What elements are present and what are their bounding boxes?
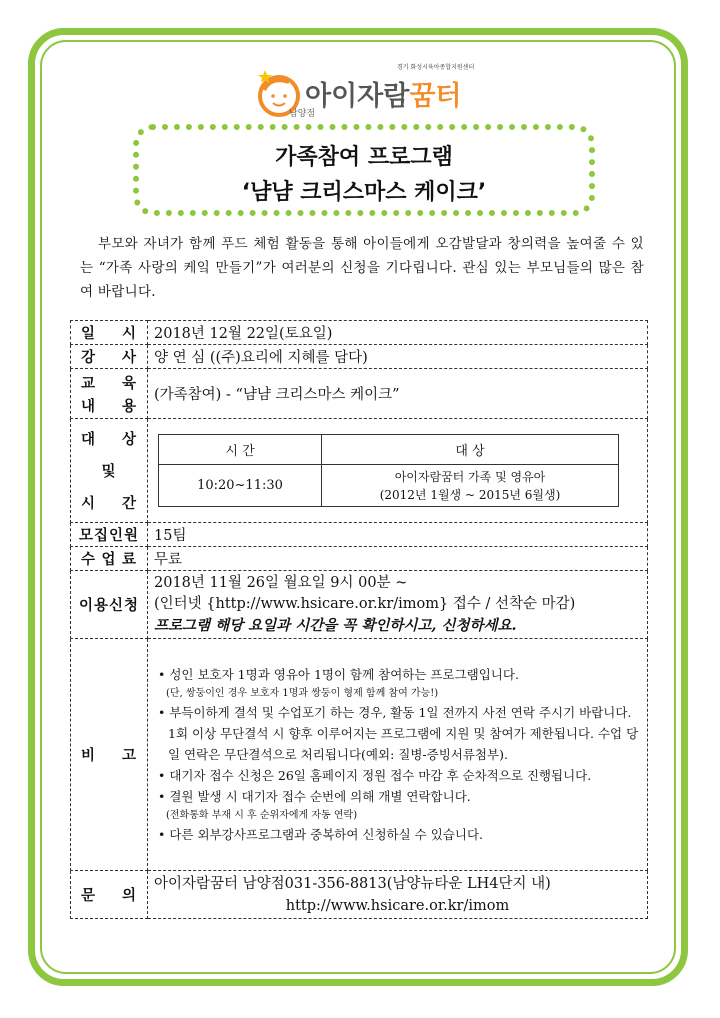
- schedule-header-time: 시 간: [159, 435, 322, 465]
- label-fee: 수 업 료: [81, 551, 137, 568]
- apply-line3: 프로그램 해당 요일과 시간을 꼭 확인하시고, 신청하세요.: [154, 617, 517, 634]
- label-apply: 이용신청: [71, 571, 148, 639]
- remark-item: • 결원 발생 시 대기자 접수 순번에 의해 개별 연락합니다.: [158, 789, 471, 804]
- logo-text: 아이자람꿈터: [305, 81, 462, 112]
- intro-paragraph: 부모와 자녀가 함께 푸드 체험 활동을 통해 아이들에게 오감발달과 창의력을 높여줄 수 있는 “가족 사랑의 케잌 만들기”가 여러분의 신청을 기다립니다. 관심 있는 부모님들의 많은 참여 바랍니다.: [80, 236, 644, 300]
- row-date: [71, 321, 648, 345]
- value-capacity: 15팀: [148, 523, 648, 547]
- schedule-header-target: 대 상: [322, 435, 619, 465]
- row-instructor: [71, 345, 648, 369]
- remark-item: • 부득이하게 결석 및 수업포기 하는 경우, 활동 1일 전까지 사전 연락 주시기 바랍니다. 1회 이상 무단결석 시 향후 이루어지는 프로그램에 지원 및 참여가 제한됩니다. 수업 당일 연락은 무단결석으로 처리됩니다(예외: 질병-증빙서류첨부).: [158, 705, 639, 762]
- value-content: (가족참여) - “냠냠 크리스마스 케이크”: [148, 369, 648, 419]
- schedule-table: [158, 434, 619, 507]
- remark-item: • 대기자 접수 신청은 26일 홈페이지 정원 접수 마감 후 순차적으로 진행됩니다.: [158, 768, 592, 783]
- apply-line2: (인터넷 {http://www.hsicare.or.kr/imom} 접수 / 선착순 마감): [154, 596, 576, 612]
- remark-item: • 성인 보호자 1명과 영유아 1명이 함께 참여하는 프로그램입니다.: [158, 667, 519, 682]
- row-target: [71, 419, 648, 523]
- info-table: [70, 320, 648, 919]
- title-line2: ‘냠냠 크리스마스 케이크’: [241, 180, 487, 205]
- label-content: 교 육 내 용: [81, 374, 137, 415]
- value-date: 2018년 12월 22일(토요일): [148, 321, 648, 345]
- row-remarks: [71, 639, 648, 871]
- row-apply: [71, 571, 648, 639]
- logo-org: 경기 화성시육아종합지원센터: [397, 64, 475, 71]
- label-capacity: 모집인원: [71, 523, 148, 547]
- row-capacity: [71, 523, 648, 547]
- title-line1: 가족참여 프로그램: [275, 145, 453, 170]
- row-fee: [71, 547, 648, 571]
- value-instructor: 양 연 심 ((주)요리에 지혜를 담다): [148, 345, 648, 369]
- remark-item: • 다른 외부강사프로그램과 중복하여 신청하실 수 있습니다.: [158, 827, 483, 842]
- row-contact: [71, 871, 648, 919]
- label-date: 일 시: [81, 325, 137, 342]
- schedule-target: 아이자람꿈터 가족 및 영유아 (2012년 1월생 ~ 2015년 6월생): [322, 465, 619, 507]
- remarks-list: [154, 664, 641, 845]
- label-contact: 문 의: [81, 887, 137, 904]
- value-fee: 무료: [148, 547, 648, 571]
- logo: [255, 58, 475, 124]
- remark-small: (전화통화 부재 시 후 순위자에게 자동 연락): [166, 810, 358, 821]
- title-box: [133, 124, 595, 216]
- label-target: 대 상 및 시 간: [81, 431, 137, 512]
- label-remarks: 비 고: [81, 747, 137, 764]
- apply-line1: 2018년 11월 26일 월요일 9시 00분 ~: [154, 575, 408, 591]
- schedule-time: 10:20~11:30: [159, 465, 322, 507]
- contact-line1: 아이자람꿈터 남양점031-356-8813(남양뉴타운 LH4단지 내): [154, 875, 551, 892]
- contact-url[interactable]: http://www.hsicare.or.kr/imom: [285, 897, 510, 914]
- remark-small: (단, 쌍둥이인 경우 보호자 1명과 쌍둥이 형제 함께 참여 가능!): [166, 688, 439, 699]
- label-instructor: 강 사: [81, 349, 137, 366]
- row-content: [71, 369, 648, 419]
- logo-branch: 남양점: [289, 109, 316, 119]
